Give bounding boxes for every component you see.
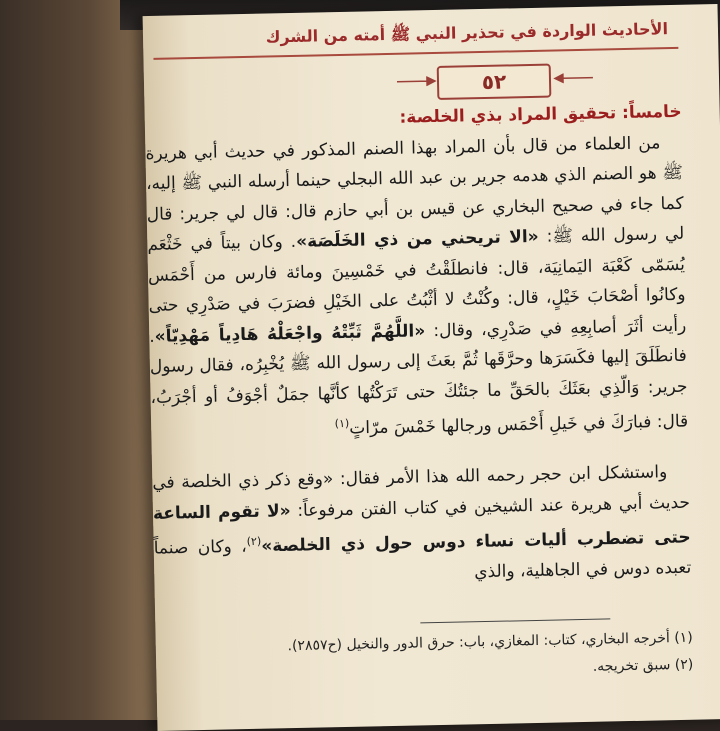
main-text — [145, 97, 692, 595]
paragraph-1-rest: . وكان بيتاً في خَثْعَم يُسَمّى كَعْبَة اليَمانِيَة، قال: فانطلَقْتُ في خَمْسِينَ ومائة فارس من أَحْمَس وكانُوا أصْحَابَ خَيْلٍ، قال: وكُنْتُ لا أثْبُتُ على الخَيْلِ فضرَبَ في صَدْرِي حتى رأيت أثَرَ أصابِعِهِ في صَدْرِي، وقال: — [147, 231, 687, 341]
hadith-quote-2: «اللَّهُمَّ ثَبِّتْهُ واجْعَلْهُ هَادِياً مَهْدِيّاً» — [154, 320, 426, 347]
footnote-divider — [420, 618, 610, 623]
section-title: خامساً: تحقيق المراد بذي الخلصة: — [399, 101, 682, 128]
paragraph-2 — [152, 457, 692, 595]
book-page — [143, 4, 720, 731]
paragraph-1 — [145, 127, 688, 448]
running-header: الأحاديث الواردة في تحذير النبي ﷺ أمته من الشرك — [265, 19, 669, 47]
hadith-quote-3: «لا تقوم الساعة حتى تضطرب أليات نساء دوس حول ذي الخلصة» — [152, 500, 691, 557]
footnote-1: (١) أخرجه البخاري، كتاب: المغازي، باب: حرق الدور والنخيل (ح٢٨٥٧). — [287, 629, 693, 655]
footnote-ref-2: (٢) — [246, 534, 262, 549]
footnote-ref-1: (١) — [334, 416, 350, 431]
paragraph-2-lead: واستشكل ابن حجر رحمه الله هذا الأمر فقال: «وقع ذكر ذي الخلصة في حديث أبي هريرة عند الشيخين في كتاب الفتن مرفوعاً: — [152, 462, 691, 521]
paragraph-1-lead: من العلماء من قال بأن المراد بهذا الصنم المذكور في حديث أبي هريرة ﷺ هو الصنم الذي هدمه جرير بن عبد الله البجلي حينما أرسله النبي ﷺ إليه، كما جاء في صحيح البخاري عن قيس بن أبي حازم قال: قال لي جرير: قال لي رسول الله ﷺ: — [145, 132, 685, 247]
page-number-frame — [437, 64, 552, 100]
footnote-2: (٢) سبق تخريجه. — [592, 656, 694, 675]
page-number: ٥٢ — [481, 69, 507, 95]
paragraph-1-end: . فانطَلَقَ إليها فكَسَرَها وحرَّقَها ثُمَّ بعَثَ إلى رسول الله ﷺ يُخْبِرُه، فقال رسول جرير: وَالّذِي بعَثَكَ بالحَقِّ ما جئتُكَ حتى تَرَكْتُها كأنَّها جمَلٌ أجْوَفُ أو أجْرَبُ، قال: فبارَكَ في خَيلِ أَحْمَس ورجالها خَمْسَ مرّاتٍ — [149, 326, 689, 439]
hadith-quote-1: «الا تريحني من ذي الخَلَصَة» — [295, 226, 539, 252]
background-left — [0, 0, 160, 720]
ornament-left-icon — [397, 76, 437, 87]
ornament-right-icon — [553, 73, 593, 84]
footnotes — [156, 625, 694, 690]
paragraph-2-rest: ، وكان صنماً تعبده دوس في الجاهلية، والذي — [153, 536, 692, 583]
